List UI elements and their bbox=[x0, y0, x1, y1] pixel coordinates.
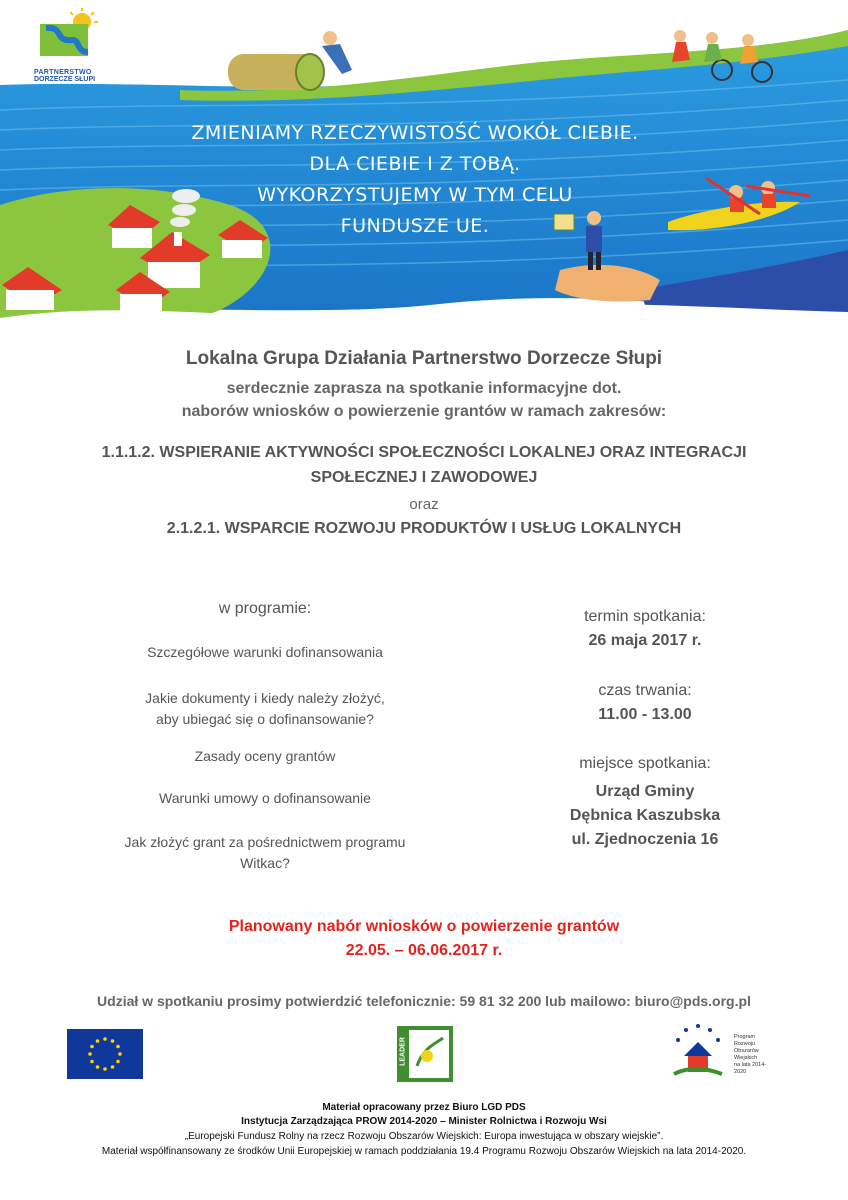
prow-logo bbox=[666, 1022, 776, 1082]
eu-star-icon bbox=[111, 1039, 115, 1043]
slogan-line: WYKORZYSTUJEMY W TYM CELU bbox=[257, 184, 573, 206]
slogan-line: DLA CIEBIE I Z TOBĄ. bbox=[309, 153, 521, 175]
prow-line: na lata 2014-2020 bbox=[734, 1062, 767, 1075]
prow-emblem-icon bbox=[666, 1022, 730, 1082]
slogan-line: FUNDUSZE UE. bbox=[340, 215, 490, 237]
program-title: w programie: bbox=[218, 600, 312, 617]
prow-line: Rozwoju bbox=[734, 1041, 756, 1047]
meeting-date-label: termin spotkania: bbox=[584, 608, 706, 625]
eu-star-icon bbox=[103, 1067, 107, 1071]
invite-line1: serdecznie zaprasza na spotkanie informacyjne dot. bbox=[226, 380, 622, 397]
org-name: Lokalna Grupa Działania Partnerstwo Dorzecze Słupi bbox=[185, 348, 663, 369]
slogan-line: ZMIENIAMY RZECZYWISTOŚĆ WOKÓŁ CIEBIE. bbox=[191, 122, 639, 144]
program-item-line: Jak złożyć grant za pośrednictwem programu bbox=[124, 834, 406, 850]
footer-authority: Instytucja Zarządzająca PROW 2014-2020 – Minister Rolnictwa i Rozwoju Wsi bbox=[241, 1116, 607, 1127]
eu-star-icon bbox=[103, 1037, 107, 1041]
footer-cofinanced: Materiał współfinansowany ze środków Unii Europejskiej w ramach poddziałania 19.4 Programu Rozwoju Obszarów Wiejskich na lata 2014-2020. bbox=[101, 1146, 747, 1157]
scope-joiner: oraz bbox=[409, 496, 439, 513]
prow-line: Wiejskich bbox=[734, 1055, 758, 1061]
program-item-line: Szczegółowe warunki dofinansowania bbox=[147, 644, 383, 660]
eu-star-icon bbox=[90, 1060, 94, 1064]
meeting-place bbox=[545, 780, 745, 852]
prow-text bbox=[734, 1034, 776, 1076]
program-item-line: aby ubiegać się o dofinansowanie? bbox=[156, 711, 374, 727]
meeting-place-line: ul. Zjednoczenia 16 bbox=[571, 831, 719, 848]
program-item-line: Zasady oceny grantów bbox=[194, 748, 336, 764]
footer-fund: „Europejski Fundusz Rolny na rzecz Rozwoju Obszarów Wiejskich: Europa inwestująca w obszary wiejskie”. bbox=[184, 1131, 664, 1142]
pds-logo bbox=[34, 8, 104, 88]
meeting-place-line: Urząd Gminy bbox=[595, 783, 695, 800]
confirmation-contact: Udział w spotkaniu prosimy potwierdzić telefonicznie: 59 81 32 200 lub mailowo: biuro@pds.org.pl bbox=[97, 993, 751, 1009]
eu-star-icon bbox=[88, 1052, 92, 1056]
scope1-line1: 1.1.1.2. WSPIERANIE AKTYWNOŚCI SPOŁECZNOŚCI LOKALNEJ ORAZ INTEGRACJI bbox=[101, 444, 747, 461]
program-item bbox=[95, 644, 435, 660]
meeting-time-label: czas trwania: bbox=[598, 682, 692, 699]
program-item-line: Witkac? bbox=[240, 855, 290, 871]
program-item bbox=[95, 688, 435, 730]
program-item bbox=[95, 748, 435, 764]
meeting-place-line: Dębnica Kaszubska bbox=[569, 807, 721, 824]
recruitment-line1: Planowany nabór wniosków o powierzenie grantów bbox=[228, 918, 620, 935]
scope1-line2: SPOŁECZNEJ I ZAWODOWEJ bbox=[310, 469, 538, 486]
eu-star-icon bbox=[111, 1065, 115, 1069]
footer-prepared-by: Materiał opracowany przez Biuro LGD PDS bbox=[322, 1102, 526, 1113]
program-item-line: Jakie dokumenty i kiedy należy złożyć, bbox=[145, 690, 385, 706]
banner-slogan bbox=[150, 118, 680, 242]
eu-star-icon bbox=[118, 1052, 122, 1056]
leader-text: LEADER bbox=[399, 1037, 407, 1066]
eu-star-icon bbox=[116, 1045, 120, 1049]
invite-line2: naborów wniosków o powierzenie grantów w ramach zakresów: bbox=[181, 403, 667, 420]
eu-star-icon bbox=[116, 1060, 120, 1064]
eu-star-icon bbox=[90, 1045, 94, 1049]
prow-line: Program bbox=[734, 1034, 756, 1040]
meeting-place-label: miejsce spotkania: bbox=[579, 755, 711, 772]
scope2: 2.1.2.1. WSPARCIE ROZWOJU PRODUKTÓW I USŁUG LOKALNYCH bbox=[166, 520, 682, 537]
pds-logo-icon bbox=[34, 8, 104, 58]
logo-line1: PARTNERSTWO bbox=[34, 69, 92, 76]
meeting-date-value: 26 maja 2017 r. bbox=[588, 632, 702, 649]
leader-logo bbox=[397, 1026, 453, 1082]
logo-line2: DORZECZE SŁUPI bbox=[34, 76, 96, 83]
meeting-time-value: 11.00 - 13.00 bbox=[598, 706, 692, 723]
eu-star-icon bbox=[96, 1065, 100, 1069]
prow-line: Obszarów bbox=[734, 1048, 759, 1054]
program-item bbox=[95, 832, 435, 874]
eu-star-icon bbox=[96, 1039, 100, 1043]
program-item-line: Warunki umowy o dofinansowanie bbox=[159, 790, 371, 806]
eu-flag-icon bbox=[67, 1029, 143, 1079]
program-item bbox=[95, 790, 435, 806]
recruitment-dates: 22.05. – 06.06.2017 r. bbox=[345, 942, 503, 959]
